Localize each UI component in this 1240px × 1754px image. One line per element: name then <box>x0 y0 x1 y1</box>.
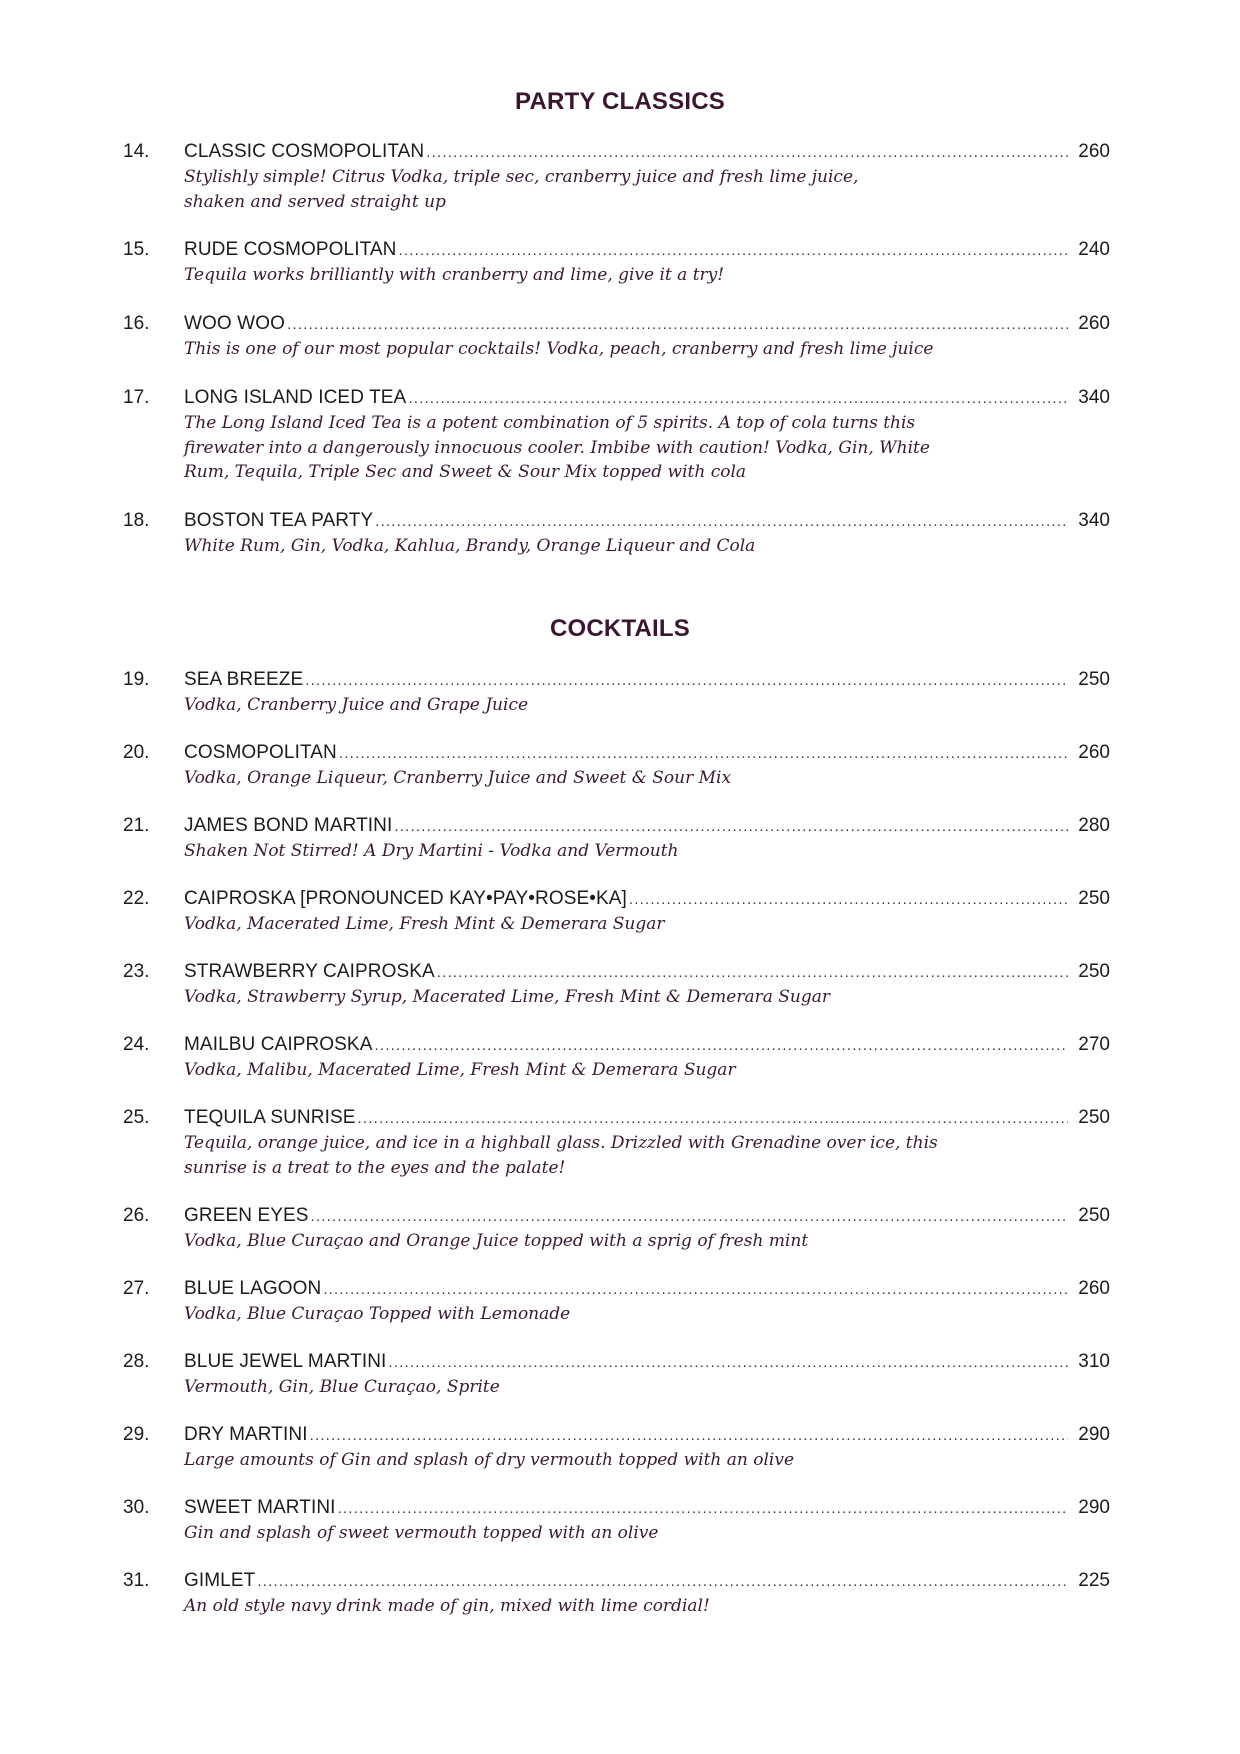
item-line <box>184 668 1110 692</box>
item-description: Vodka, Blue Curaçao Topped with Lemonade <box>184 1304 571 1324</box>
item-description: Large amounts of Gin and splash of dry vermouth topped with an olive <box>184 1450 795 1470</box>
item-price: 280 <box>1078 815 1110 836</box>
item-line <box>184 1350 1110 1374</box>
dot-leader <box>374 1034 1068 1058</box>
item-number: 18. <box>123 510 150 531</box>
item-price: 250 <box>1078 669 1110 690</box>
item-name: COSMOPOLITAN <box>184 742 337 763</box>
item-description: This is one of our most popular cocktails! Vodka, peach, cranberry and fresh lime juice <box>184 339 934 359</box>
item-name: JAMES BOND MARTINI <box>184 815 393 836</box>
dot-leader <box>305 669 1068 693</box>
dot-leader <box>358 1107 1069 1131</box>
section-title: PARTY CLASSICS <box>515 88 725 115</box>
item-name: BLUE JEWEL MARTINI <box>184 1351 387 1372</box>
item-price: 290 <box>1078 1424 1110 1445</box>
dot-leader <box>394 815 1068 839</box>
item-number: 23. <box>123 961 150 982</box>
item-description: Tequila, orange juice, and ice in a highball glass. Drizzled with Grenadine over ice, this sunrise is a treat to the eyes and the palate! <box>184 1133 938 1178</box>
item-line <box>184 814 1110 838</box>
item-number: 22. <box>123 888 150 909</box>
item-name: SEA BREEZE <box>184 669 304 690</box>
item-price: 225 <box>1078 1570 1110 1591</box>
item-price: 310 <box>1078 1351 1110 1372</box>
item-price: 250 <box>1078 1205 1110 1226</box>
item-description: The Long Island Iced Tea is a potent combination of 5 spirits. A top of cola turns this firewater into a dangerously innocuous cooler. Imbibe with caution! Vodka, Gin, White Rum, Tequila, Triple Sec and Sweet & Sour Mix topped with cola <box>184 413 930 482</box>
item-name: RUDE COSMOPOLITAN <box>184 239 397 260</box>
dot-leader <box>629 888 1068 912</box>
item-description: Stylishly simple! Citrus Vodka, triple sec, cranberry juice and fresh lime juice, shaken and served straight up <box>184 167 859 212</box>
dot-leader <box>339 742 1068 766</box>
item-number: 28. <box>123 1351 150 1372</box>
item-name: DRY MARTINI <box>184 1424 308 1445</box>
item-description: Vermouth, Gin, Blue Curaçao, Sprite <box>184 1377 500 1397</box>
item-line <box>184 1569 1110 1593</box>
item-line <box>184 887 1110 911</box>
item-price: 290 <box>1078 1497 1110 1518</box>
item-line <box>184 509 1110 533</box>
item-line <box>184 386 1110 410</box>
item-name: CLASSIC COSMOPOLITAN <box>184 141 425 162</box>
item-number: 27. <box>123 1278 150 1299</box>
item-name: BLUE LAGOON <box>184 1278 322 1299</box>
item-number: 20. <box>123 742 150 763</box>
item-name: SWEET MARTINI <box>184 1497 336 1518</box>
item-description: Vodka, Cranberry Juice and Grape Juice <box>184 695 529 715</box>
item-name: LONG ISLAND ICED TEA <box>184 387 407 408</box>
item-name: MAILBU CAIPROSKA <box>184 1034 373 1055</box>
item-line <box>184 1204 1110 1228</box>
item-line <box>184 238 1110 262</box>
item-number: 30. <box>123 1497 150 1518</box>
item-line <box>184 312 1110 336</box>
item-price: 340 <box>1078 387 1110 408</box>
item-line <box>184 1033 1110 1057</box>
item-description: An old style navy drink made of gin, mixed with lime cordial! <box>184 1596 710 1616</box>
item-number: 29. <box>123 1424 150 1445</box>
item-name: STRAWBERRY CAIPROSKA <box>184 961 435 982</box>
item-number: 17. <box>123 387 150 408</box>
item-price: 260 <box>1078 313 1110 334</box>
item-name: BOSTON TEA PARTY <box>184 510 374 531</box>
dot-leader <box>388 1351 1068 1375</box>
dot-leader <box>398 239 1068 263</box>
dot-leader <box>311 1205 1068 1229</box>
item-name: TEQUILA SUNRISE <box>184 1107 356 1128</box>
dot-leader <box>375 510 1068 534</box>
item-description: Vodka, Blue Curaçao and Orange Juice topped with a sprig of fresh mint <box>184 1231 809 1251</box>
item-line <box>184 741 1110 765</box>
item-line <box>184 1423 1110 1447</box>
item-description: Vodka, Strawberry Syrup, Macerated Lime, Fresh Mint & Demerara Sugar <box>184 987 831 1007</box>
item-description: Vodka, Orange Liqueur, Cranberry Juice and Sweet & Sour Mix <box>184 768 732 788</box>
item-name: CAIPROSKA [PRONOUNCED KAY•PAY•ROSE•KA] <box>184 888 627 909</box>
item-number: 24. <box>123 1034 150 1055</box>
item-price: 240 <box>1078 239 1110 260</box>
dot-leader <box>426 141 1068 165</box>
item-number: 31. <box>123 1570 150 1591</box>
item-price: 260 <box>1078 742 1110 763</box>
item-description: White Rum, Gin, Vodka, Kahlua, Brandy, Orange Liqueur and Cola <box>184 536 756 556</box>
item-number: 14. <box>123 141 150 162</box>
section-title: COCKTAILS <box>549 615 690 642</box>
item-price: 340 <box>1078 510 1110 531</box>
dot-leader <box>408 387 1068 411</box>
item-line <box>184 1277 1110 1301</box>
item-description: Vodka, Macerated Lime, Fresh Mint & Demerara Sugar <box>184 914 665 934</box>
dot-leader <box>437 961 1068 985</box>
item-price: 260 <box>1078 1278 1110 1299</box>
dot-leader <box>310 1424 1068 1448</box>
item-line <box>184 1106 1110 1130</box>
item-number: 21. <box>123 815 150 836</box>
item-line <box>184 960 1110 984</box>
dot-leader <box>323 1278 1068 1302</box>
item-price: 250 <box>1078 1107 1110 1128</box>
item-price: 250 <box>1078 961 1110 982</box>
dot-leader <box>338 1497 1068 1521</box>
item-number: 26. <box>123 1205 150 1226</box>
item-price: 250 <box>1078 888 1110 909</box>
item-number: 19. <box>123 669 150 690</box>
item-number: 25. <box>123 1107 150 1128</box>
item-number: 15. <box>123 239 150 260</box>
item-description: Shaken Not Stirred! A Dry Martini - Vodka and Vermouth <box>184 841 679 861</box>
item-price: 270 <box>1078 1034 1110 1055</box>
dot-leader <box>287 313 1068 337</box>
dot-leader <box>257 1570 1068 1594</box>
item-name: WOO WOO <box>184 313 285 334</box>
item-line <box>184 1496 1110 1520</box>
item-number: 16. <box>123 313 150 334</box>
item-description: Gin and splash of sweet vermouth topped with an olive <box>184 1523 659 1543</box>
item-description: Tequila works brilliantly with cranberry and lime, give it a try! <box>184 265 725 285</box>
item-price: 260 <box>1078 141 1110 162</box>
item-line <box>184 140 1110 164</box>
item-name: GIMLET <box>184 1570 256 1591</box>
item-description: Vodka, Malibu, Macerated Lime, Fresh Mint & Demerara Sugar <box>184 1060 736 1080</box>
item-name: GREEN EYES <box>184 1205 309 1226</box>
